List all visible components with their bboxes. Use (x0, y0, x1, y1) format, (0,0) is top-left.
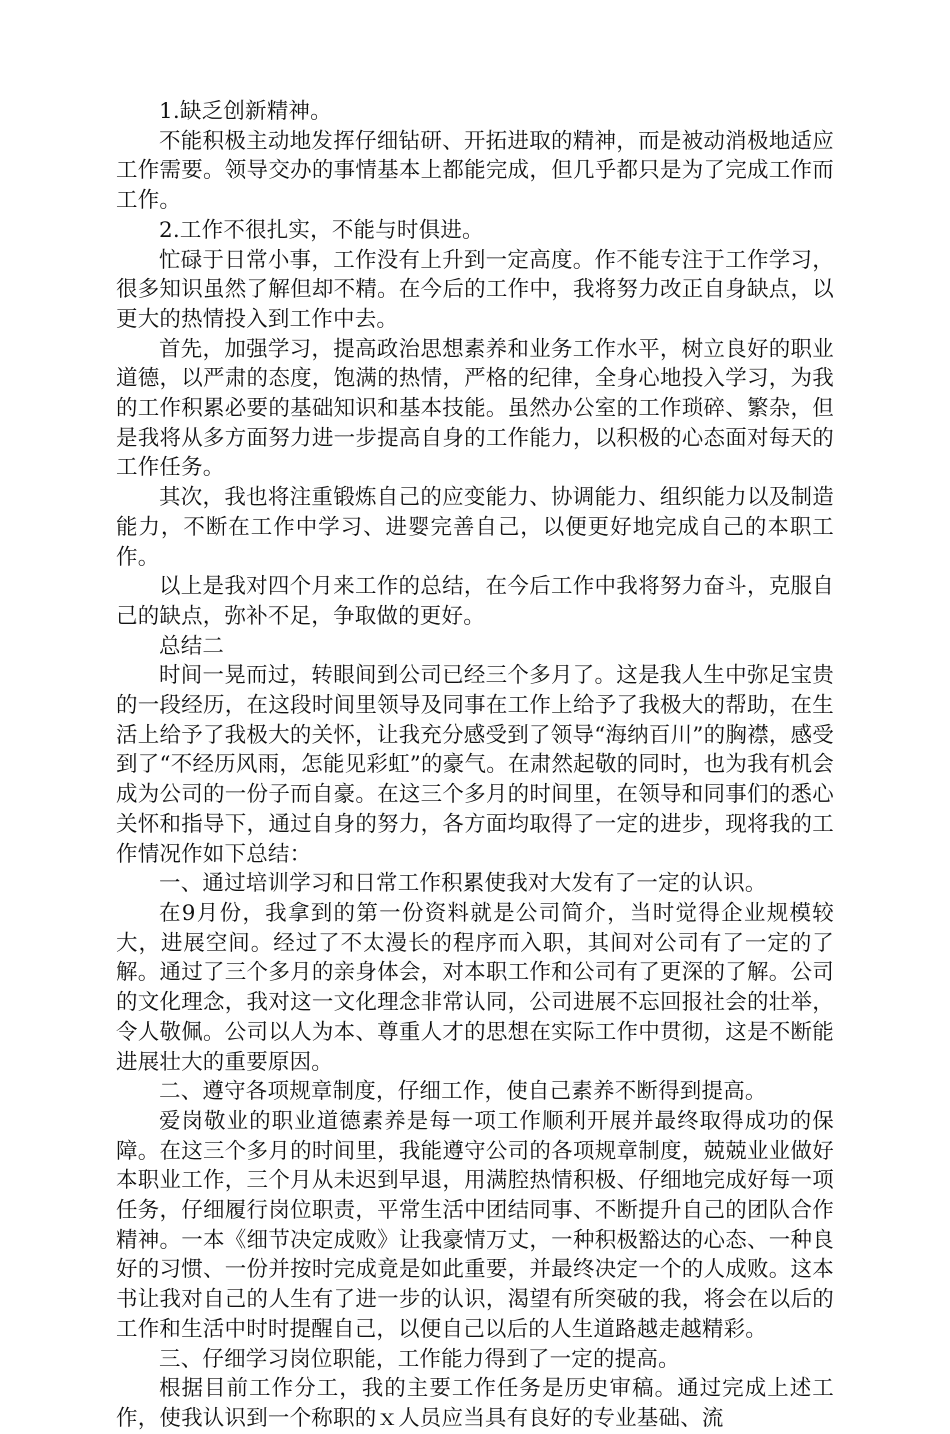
paragraph-5: 首先，加强学习，提高政治思想素养和业务工作水平，树立良好的职业道德，以严肃的态度，饱满的热情，严格的纪律，全身心地投入学习，为我的工作积累必要的基础知识和基本技能。虽然办公室的工作琐碎、繁杂，但是我将从多方面努力进一步提高自身的工作能力，以积极的心态面对每天的工作任务。 (116, 336, 834, 481)
paragraph-13: 爱岗敬业的职业道德素养是每一项工作顺利开展并最终取得成功的保障。在这三个多月的时间里，我能遵守公司的各项规章制度，兢兢业业做好本职业工作，三个月从未迟到早退，用满腔热情积极、仔细地完成好每一项任务，仔细履行岗位职责，平常生活中团结同事、不断提升自己的团队合作精神。一本《细节决定成败》让我豪情万丈，一种积极豁达的心态、一种良好的习惯、一份并按时完成竟是如此重要，并最终决定一个的人成败。这本书让我对自己的人生有了进一步的认识，渴望有所突破的我，将会在以后的工作和生活中时时提醒自己，以便自己以后的人生道路越走越精彩。 (116, 1108, 834, 1342)
paragraph-14: 三、仔细学习岗位职能，工作能力得到了一定的提高。 (159, 1346, 680, 1372)
paragraph-15: 根据目前工作分工，我的主要工作任务是历史审稿。通过完成上述工作，使我认识到一个称职的ｘ人员应当具有良好的专业基础、流 (116, 1376, 834, 1431)
paragraph-1: 1.缺乏创新精神。 (159, 99, 332, 124)
section-heading: 总结二 (159, 633, 225, 659)
paragraph-12: 二、遵守各项规章制度，仔细工作，使自己素养不断得到提高。 (159, 1079, 767, 1105)
paragraph-4: 忙碌于日常小事，工作没有上升到一定高度。作不能专注于工作学习，很多知识虽然了解但却不精。在今后的工作中，我将努力改正自身缺点，以更大的热情投入到工作中去。 (116, 247, 834, 332)
paragraph-7: 以上是我对四个月来工作的总结，在今后工作中我将努力奋斗，克服自己的缺点，弥补不足，争取做的更好。 (116, 574, 834, 629)
document-page (116, 97, 834, 1434)
paragraph-6: 其次，我也将注重锻炼自己的应变能力、协调能力、组织能力以及制造能力，不断在工作中学习、进婴完善自己，以便更好地完成自己的本职工作。 (116, 485, 834, 570)
paragraph-10: 一、通过培训学习和日常工作积累使我对大发有了一定的认识。 (159, 871, 767, 897)
paragraph-3: 2.工作不很扎实，不能与时俱进。 (159, 217, 484, 243)
paragraph-11: 在9月份，我拿到的第一份资料就是公司简介，当时觉得企业规模较大，进展空间。经过了不太漫长的程序而入职，其间对公司有了一定的了解。通过了三个多月的亲身体会，对本职工作和公司有了更深的了解。公司的文化理念，我对这一文化理念非常认同，公司进展不忘回报社会的壮举，令人敬佩。公司以人为本、尊重人才的思想在实际工作中贯彻，这是不断能进展壮大的重要原因。 (116, 900, 834, 1075)
paragraph-2: 不能积极主动地发挥仔细钻研、开拓进取的精神，而是被动消极地适应工作需要。领导交办的事情基本上都能完成，但几乎都只是为了完成工作而工作。 (116, 128, 834, 214)
paragraph-9: 时间一晃而过，转眼间到公司已经三个多月了。这是我人生中弥足宝贵的一段经历，在这段时间里领导及同事在工作上给予了我极大的帮助，在生活上给予了我极大的关怀，让我充分感受到了领导“海纳百川”的胸襟，感受到了“不经历风雨，怎能见彩虹”的豪气。在肃然起敬的同时，也为我有机会成为公司的一份子而自豪。在这三个多月的时间里，在领导和同事们的悉心关怀和指导下，通过自身的努力，各方面均取得了一定的进步，现将我的工作情况作如下总结： (116, 663, 834, 867)
